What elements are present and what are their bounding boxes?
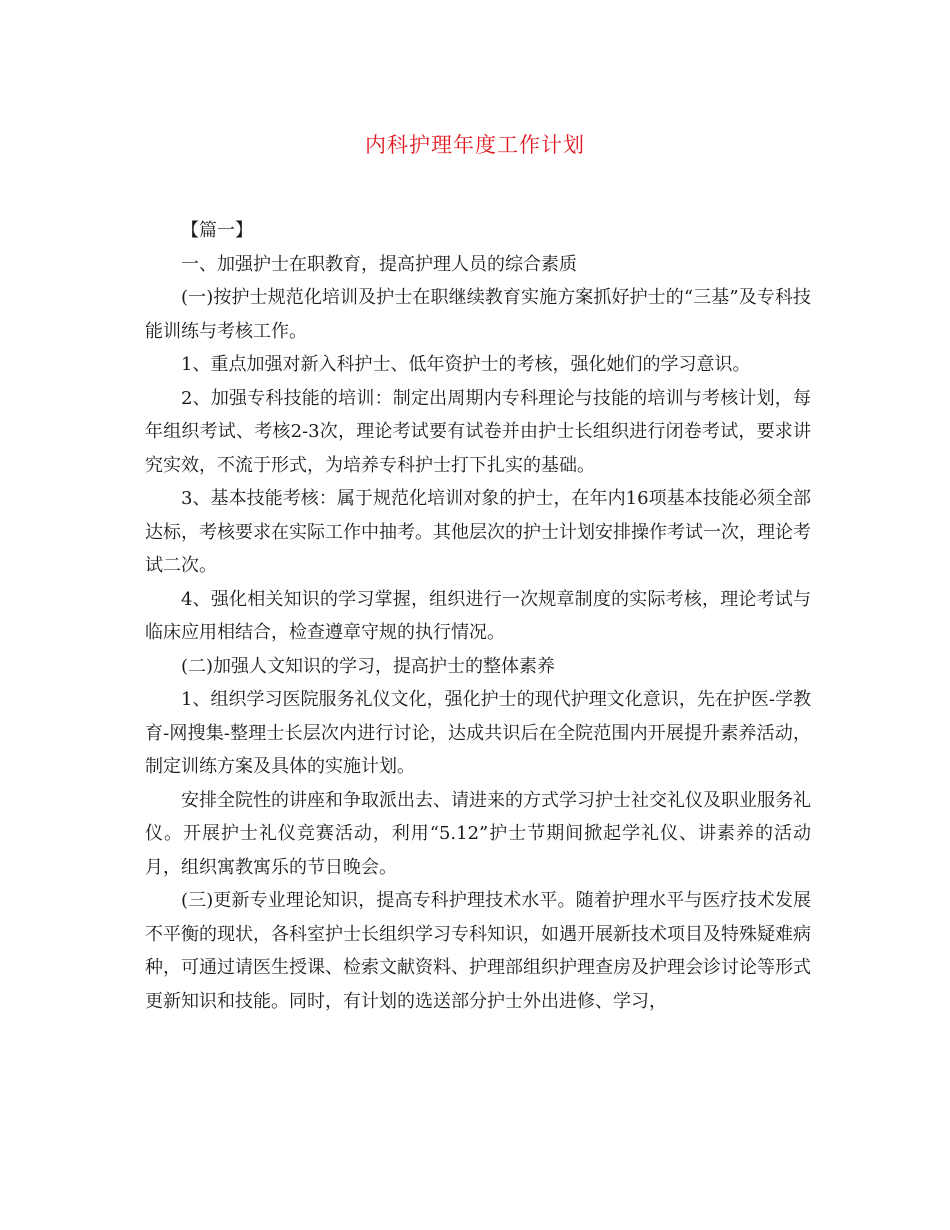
paragraph: 1、重点加强对新入科护士、低年资护士的考核，强化她们的学习意识。	[181, 354, 751, 375]
paragraph: (三)更新专业理论知识，提高专科护理技术水平。随着护理水平与医疗技术发展不平衡的现状，各科室护士长组织学习专科知识，如遇开展新技术项目及特殊疑难病种，可通过请医生授课、检索文献资料、护理部组织护理查房及护理会诊讨论等形式更新知识和技能。同时，有计划的选送部分护士外出进修、学习，	[145, 890, 811, 1012]
paragraph: 3、基本技能考核：属于规范化培训对象的护士，在年内16项基本技能必须全部达标，考核要求在实际工作中抽考。其他层次的护士计划安排操作考试一次，理论考试二次。	[145, 488, 811, 576]
paragraph: (一)按护士规范化培训及护士在职继续教育实施方案抓好护士的“三基”及专科技能训练与考核工作。	[145, 287, 811, 342]
section-heading: 【篇一】	[181, 220, 253, 241]
paragraph: 一、加强护士在职教育，提高护理人员的综合素质	[181, 253, 577, 275]
paragraph: 安排全院性的讲座和争取派出去、请进来的方式学习护士社交礼仪及职业服务礼仪。开展护士礼仪竞赛活动，利用“5.12”护士节期间掀起学礼仪、讲素养的活动月，组织寓教寓乐的节日晚会。	[145, 789, 811, 878]
paragraph: 4、强化相关知识的学习掌握，组织进行一次规章制度的实际考核，理论考试与临床应用相结合，检查遵章守规的执行情况。	[145, 588, 811, 643]
paragraph: 1、组织学习医院服务礼仪文化，强化护士的现代护理文化意识，先在护医-学教育-网搜集-整理士长层次内进行讨论，达成共识后在全院范围内开展提升素养活动，制定训练方案及具体的实施计划。	[145, 689, 811, 777]
document-title: 内科护理年度工作计划	[365, 133, 585, 157]
document-body	[145, 214, 811, 1018]
paragraph: 2、加强专科技能的培训：制定出周期内专科理论与技能的培训与考核计划，每年组织考试、考核2-3次，理论考试要有试卷并由护士长组织进行闭卷考试，要求讲究实效，不流于形式，为培养专科护士打下扎实的基础。	[145, 387, 811, 476]
paragraph: (二)加强人文知识的学习，提高护士的整体素养	[181, 655, 556, 677]
